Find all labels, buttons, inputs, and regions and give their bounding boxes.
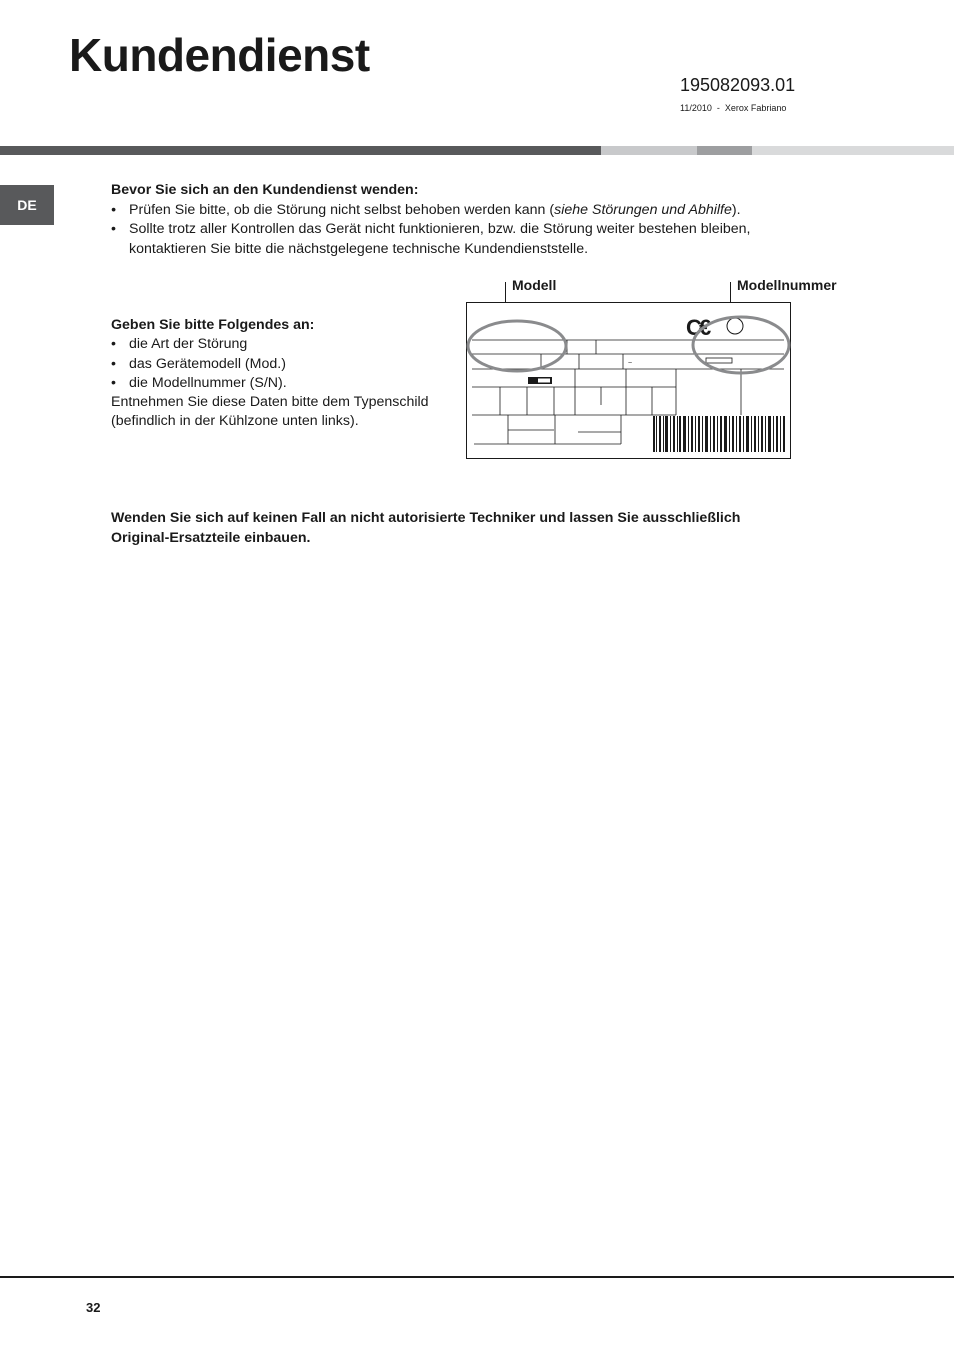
- bullet-2-line-2: kontaktieren Sie bitte die nächstgelegene technische Kundendienststelle.: [129, 240, 589, 257]
- rating-plate-illustration: [466, 302, 791, 459]
- bullet-2-line-1: Sollte trotz aller Kontrollen das Gerät nicht funktionieren, bzw. die Störung weiter bestehen bleiben,: [129, 221, 751, 237]
- page-number: 32: [86, 1300, 101, 1315]
- bullet-1-reference: siehe Störungen und Abhilfe: [554, 202, 732, 218]
- model-number-label: Modellnummer: [737, 277, 837, 293]
- before-heading: Bevor Sie sich an den Kundendienst wenden:: [111, 182, 419, 198]
- language-tab: DE: [0, 185, 54, 225]
- warning-notice: [111, 509, 871, 548]
- document-number: 195082093.01: [680, 75, 796, 95]
- svg-text:C: C: [686, 315, 702, 340]
- svg-text:€: €: [699, 315, 712, 340]
- bullet-1-end: ).: [731, 202, 741, 218]
- svg-text:~: ~: [628, 360, 633, 367]
- info-note-line-2: (befindlich in der Kühlzone unten links).: [111, 413, 359, 429]
- bullet-dot: •: [111, 202, 116, 218]
- bullet-dot: •: [111, 221, 116, 237]
- page-title: Kundendienst: [69, 29, 370, 81]
- info-note-line-1: Entnehmen Sie diese Daten bitte dem Typenschild: [111, 394, 429, 410]
- warning-line-1: Wenden Sie sich auf keinen Fall an nicht autorisierte Techniker und lassen Sie ausschließlich: [111, 510, 741, 526]
- header-bar-light: [601, 146, 697, 155]
- header-bar-dark: [0, 146, 601, 155]
- warning-line-2: Original-Ersatzteile einbauen.: [111, 529, 311, 546]
- footer-rule: [0, 1276, 954, 1278]
- header-bar-light-2: [752, 146, 954, 155]
- model-label: Modell: [512, 277, 557, 293]
- document-info: 11/2010 - Xerox Fabriano: [680, 103, 787, 113]
- bullet-1-text: Prüfen Sie bitte, ob die Störung nicht selbst behoben werden kann (: [129, 202, 555, 218]
- header-bar-mid: [697, 146, 752, 155]
- info-heading: Geben Sie bitte Folgendes an:: [111, 317, 315, 333]
